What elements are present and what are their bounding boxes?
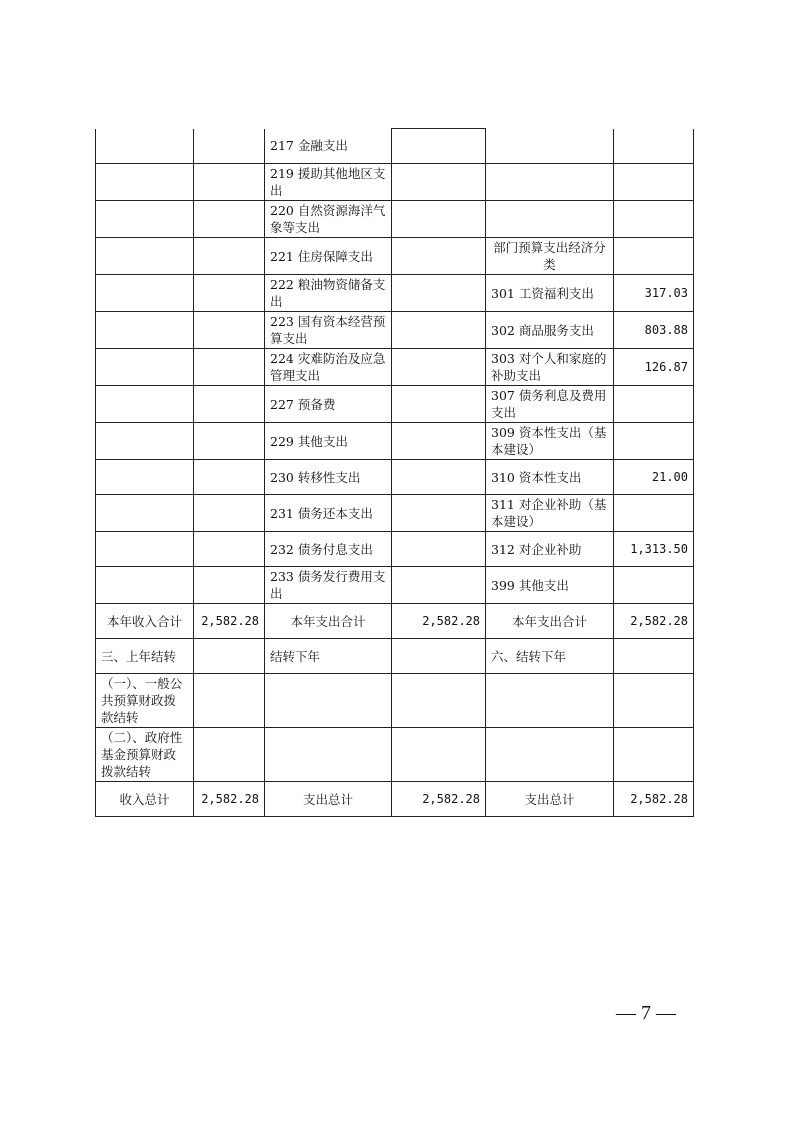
- income-value-cell: [194, 460, 265, 495]
- econ-value-cell: 1,313.50: [614, 532, 694, 567]
- carry-item-row: [96, 728, 694, 782]
- table-row: [96, 238, 694, 275]
- expense-total-label: 本年支出合计: [265, 604, 392, 639]
- prior-year-carryover-value: [194, 639, 265, 674]
- empty-cell: [392, 728, 486, 782]
- income-item-cell: [96, 460, 194, 495]
- econ-item-cell: 312 对企业补助: [486, 532, 614, 567]
- income-value-cell: [194, 238, 265, 275]
- income-value-cell: [194, 275, 265, 312]
- income-value-cell: [194, 532, 265, 567]
- econ-item-cell: 307 债务利息及费用支出: [486, 386, 614, 423]
- econ-expense-total-label: 本年支出合计: [486, 604, 614, 639]
- function-value-cell: [392, 460, 486, 495]
- table-row: [96, 129, 694, 164]
- function-value-cell: [392, 532, 486, 567]
- budget-table: [95, 128, 694, 817]
- econ-value-cell: [614, 164, 694, 201]
- carry-over-row: [96, 639, 694, 674]
- income-item-cell: [96, 164, 194, 201]
- general-budget-carryover-label: （一）、一般公共预算财政拨款结转: [96, 674, 194, 728]
- empty-cell: [392, 674, 486, 728]
- function-item-cell: 229 其他支出: [265, 423, 392, 460]
- econ-item-cell: [486, 164, 614, 201]
- income-item-cell: [96, 567, 194, 604]
- carry-to-next-year-value: [392, 639, 486, 674]
- econ-expense-grand-total-value: 2,582.28: [614, 782, 694, 817]
- income-value-cell: [194, 567, 265, 604]
- expense-grand-total-value: 2,582.28: [392, 782, 486, 817]
- econ-value-cell: [614, 423, 694, 460]
- function-item-cell: 223 国有资本经营预算支出: [265, 312, 392, 349]
- totals-row: [96, 604, 694, 639]
- income-item-cell: [96, 386, 194, 423]
- function-value-cell: [392, 567, 486, 604]
- econ-value-cell: 21.00: [614, 460, 694, 495]
- table-row: [96, 386, 694, 423]
- table-row: [96, 349, 694, 386]
- gov-fund-carryover-value: [194, 728, 265, 782]
- income-item-cell: [96, 312, 194, 349]
- income-value-cell: [194, 312, 265, 349]
- econ-carry-to-next-year-label: 六、结转下年: [486, 639, 614, 674]
- table-row: [96, 460, 694, 495]
- econ-item-cell: [486, 129, 614, 164]
- table-row: [96, 275, 694, 312]
- table-row: [96, 164, 694, 201]
- econ-value-cell: [614, 386, 694, 423]
- table-row: [96, 495, 694, 532]
- econ-value-cell: [614, 238, 694, 275]
- function-value-cell: [392, 275, 486, 312]
- econ-expense-grand-total-label: 支出总计: [486, 782, 614, 817]
- income-item-cell: [96, 495, 194, 532]
- carry-item-row: [96, 674, 694, 728]
- econ-item-cell: 399 其他支出: [486, 567, 614, 604]
- function-value-cell: [392, 238, 486, 275]
- function-item-cell: 219 援助其他地区支出: [265, 164, 392, 201]
- econ-header-cell: 部门预算支出经济分类: [486, 238, 614, 275]
- gov-fund-carryover-label: （二）、政府性基金预算财政拨款结转: [96, 728, 194, 782]
- econ-item-cell: 311 对企业补助（基本建设）: [486, 495, 614, 532]
- income-item-cell: [96, 129, 194, 164]
- empty-cell: [614, 674, 694, 728]
- expense-grand-total-label: 支出总计: [265, 782, 392, 817]
- income-item-cell: [96, 275, 194, 312]
- function-value-cell: [392, 423, 486, 460]
- empty-cell: [486, 674, 614, 728]
- expense-total-value: 2,582.28: [392, 604, 486, 639]
- econ-value-cell: [614, 495, 694, 532]
- econ-item-cell: 310 资本性支出: [486, 460, 614, 495]
- econ-carry-to-next-year-value: [614, 639, 694, 674]
- general-budget-carryover-value: [194, 674, 265, 728]
- econ-item-cell: 301 工资福利支出: [486, 275, 614, 312]
- econ-item-cell: 309 资本性支出（基本建设）: [486, 423, 614, 460]
- function-item-cell: 233 债务发行费用支出: [265, 567, 392, 604]
- table-row: [96, 201, 694, 238]
- income-value-cell: [194, 164, 265, 201]
- function-value-cell: [392, 312, 486, 349]
- empty-cell: [265, 674, 392, 728]
- income-value-cell: [194, 423, 265, 460]
- page-number: — 7 —: [616, 1002, 676, 1024]
- econ-value-cell: [614, 567, 694, 604]
- empty-cell: [486, 728, 614, 782]
- function-item-cell: 222 粮油物资储备支出: [265, 275, 392, 312]
- econ-item-cell: [486, 201, 614, 238]
- function-value-cell: [392, 349, 486, 386]
- function-item-cell: 221 住房保障支出: [265, 238, 392, 275]
- function-item-cell: 231 债务还本支出: [265, 495, 392, 532]
- econ-value-cell: 803.88: [614, 312, 694, 349]
- income-total-value: 2,582.28: [194, 604, 265, 639]
- income-value-cell: [194, 129, 265, 164]
- econ-value-cell: [614, 129, 694, 164]
- prior-year-carryover-label: 三、上年结转: [96, 639, 194, 674]
- income-item-cell: [96, 423, 194, 460]
- function-value-cell: [392, 164, 486, 201]
- table-row: [96, 312, 694, 349]
- income-item-cell: [96, 532, 194, 567]
- econ-value-cell: 317.03: [614, 275, 694, 312]
- function-item-cell: 217 金融支出: [265, 129, 392, 164]
- function-value-cell: [392, 386, 486, 423]
- empty-cell: [614, 728, 694, 782]
- income-value-cell: [194, 201, 265, 238]
- table-row: [96, 532, 694, 567]
- econ-value-cell: 126.87: [614, 349, 694, 386]
- carry-to-next-year-label: 结转下年: [265, 639, 392, 674]
- grand-total-row: [96, 782, 694, 817]
- income-item-cell: [96, 349, 194, 386]
- econ-expense-total-value: 2,582.28: [614, 604, 694, 639]
- table-row: [96, 567, 694, 604]
- function-value-cell: [392, 129, 486, 164]
- function-item-cell: 232 债务付息支出: [265, 532, 392, 567]
- econ-value-cell: [614, 201, 694, 238]
- empty-cell: [265, 728, 392, 782]
- function-value-cell: [392, 495, 486, 532]
- income-value-cell: [194, 349, 265, 386]
- income-grand-total-label: 收入总计: [96, 782, 194, 817]
- function-item-cell: 220 自然资源海洋气象等支出: [265, 201, 392, 238]
- econ-item-cell: 302 商品服务支出: [486, 312, 614, 349]
- function-item-cell: 224 灾难防治及应急管理支出: [265, 349, 392, 386]
- econ-item-cell: 303 对个人和家庭的补助支出: [486, 349, 614, 386]
- income-item-cell: [96, 238, 194, 275]
- income-value-cell: [194, 495, 265, 532]
- income-total-label: 本年收入合计: [96, 604, 194, 639]
- function-item-cell: 227 预备费: [265, 386, 392, 423]
- function-item-cell: 230 转移性支出: [265, 460, 392, 495]
- table-row: [96, 423, 694, 460]
- income-value-cell: [194, 386, 265, 423]
- income-grand-total-value: 2,582.28: [194, 782, 265, 817]
- income-item-cell: [96, 201, 194, 238]
- function-value-cell: [392, 201, 486, 238]
- budget-table-container: [95, 128, 693, 817]
